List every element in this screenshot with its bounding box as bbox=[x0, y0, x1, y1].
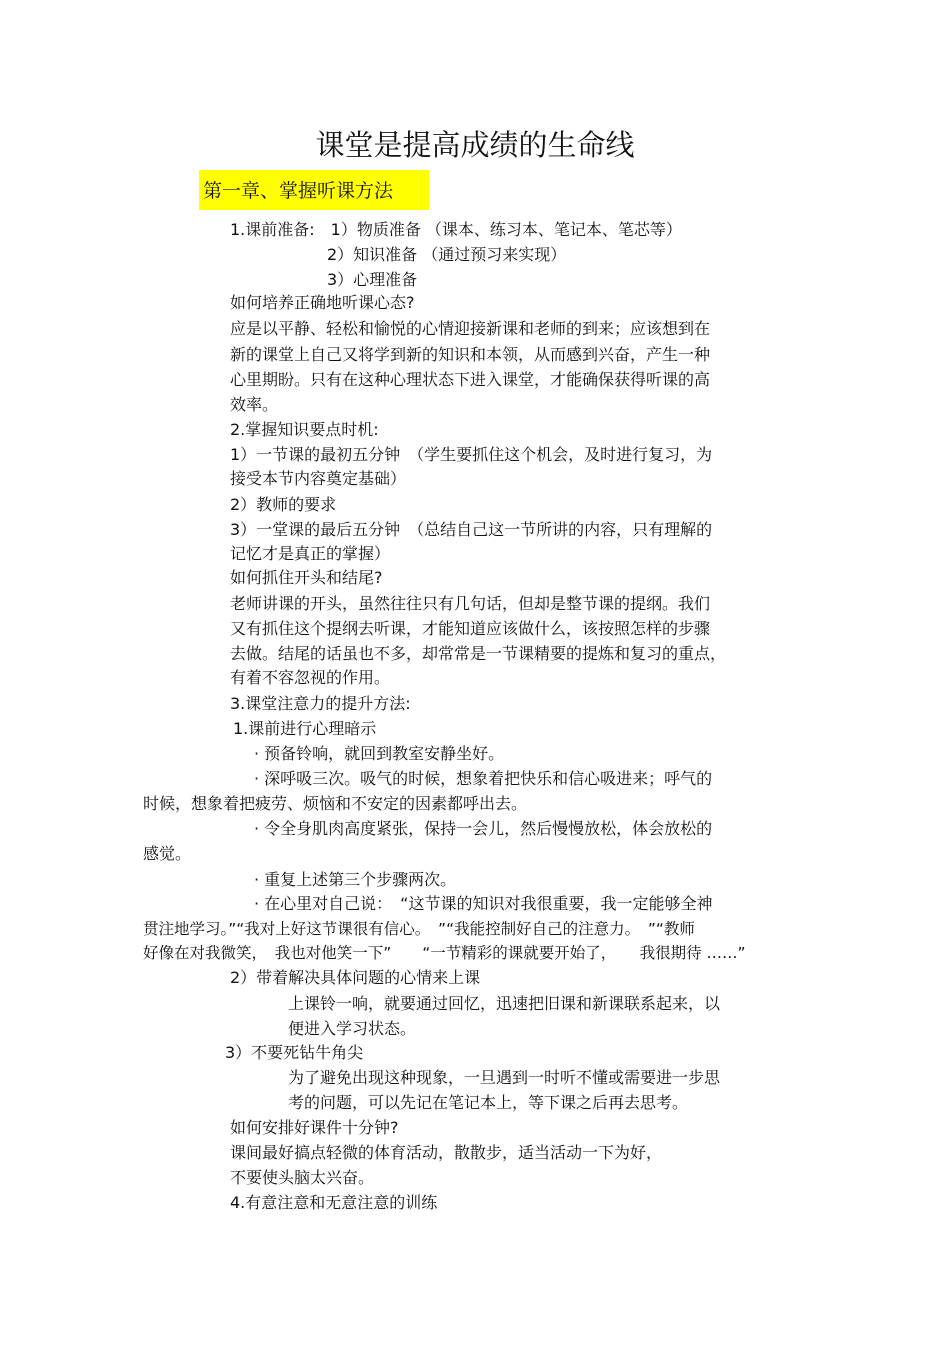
text-line: 有着不容忽视的作用。 bbox=[230, 668, 391, 687]
text-line: 新的课堂上自己又将学到新的知识和本领，从而感到兴奋，产生一种 bbox=[230, 345, 711, 364]
text-line: 应是以平静、轻松和愉悦的心情迎接新课和老师的到来；应该想到在 bbox=[230, 319, 711, 338]
text-line: 如何抓住开头和结尾? bbox=[230, 568, 383, 587]
text-line: 如何安排好课件十分钟? bbox=[230, 1118, 399, 1137]
text-line: 3）心理准备 bbox=[327, 270, 418, 289]
text-line: 感觉。 bbox=[143, 844, 192, 863]
text-line: 效率。 bbox=[230, 395, 279, 414]
bullet-line: · 令全身肌肉高度紧张，保持一会儿，然后慢慢放松，体会放松的 bbox=[254, 819, 713, 838]
text-line: 3.课堂注意力的提升方法: bbox=[230, 694, 411, 713]
text-line: 2）教师的要求 bbox=[230, 495, 337, 514]
text-line: 如何培养正确地听课心态? bbox=[230, 293, 415, 312]
text-line: 上课铃一响，就要通过回忆，迅速把旧课和新课联系起来，以 bbox=[288, 994, 721, 1013]
text-line: 时候，想象着把疲劳、烦恼和不安定的因素都呼出去。 bbox=[143, 794, 528, 813]
text-line: 老师讲课的开头，虽然往往只有几句话，但却是整节课的提纲。我们 bbox=[230, 594, 711, 613]
text-line: 1.课前准备: 1）物质准备 （课本、练习本、笔记本、笔芯等） bbox=[230, 220, 682, 239]
bullet-line: · 重复上述第三个步骤两次。 bbox=[254, 870, 457, 889]
bullet-line: · 预备铃响，就回到教室安静坐好。 bbox=[254, 744, 505, 763]
bullet-line: · 在心里对自己说： “这节课的知识对我很重要，我一定能够全神 bbox=[254, 894, 713, 913]
text-line: 又有抓住这个提纲去听课，才能知道应该做什么，该按照怎样的步骤 bbox=[230, 619, 711, 638]
text-line: 3）一堂课的最后五分钟 （总结自己这一节所讲的内容，只有理解的 bbox=[230, 520, 713, 539]
text-line: 2）带着解决具体问题的心情来上课 bbox=[230, 968, 481, 987]
bullet-line: · 深呼吸三次。吸气的时候，想象着把快乐和信心吸进来；呼气的 bbox=[254, 769, 713, 788]
text-line: 便进入学习状态。 bbox=[288, 1019, 417, 1038]
text-line: 好像在对我微笑， 我也对他笑一下” “一节精彩的课就要开始了， 我很期待 ……” bbox=[143, 944, 746, 962]
text-line: 接受本节内容奠定基础） bbox=[230, 469, 407, 488]
text-line: 1）一节课的最初五分钟 （学生要抓住这个机会，及时进行复习，为 bbox=[230, 445, 713, 464]
text-line: 3）不要死钻牛角尖 bbox=[225, 1043, 364, 1062]
text-line: 考的问题，可以先记在笔记本上，等下课之后再去思考。 bbox=[288, 1093, 689, 1112]
text-line: 贯注地学习。”“我对上好这节课很有信心。 ”“我能控制好自己的注意力。 ”“教师 bbox=[143, 920, 695, 938]
text-line: 不要使头脑太兴奋。 bbox=[230, 1168, 375, 1187]
chapter-heading: 第一章、掌握听课方法 bbox=[199, 170, 429, 210]
text-line: 记忆才是真正的掌握） bbox=[230, 544, 391, 563]
text-line: 1.课前进行心理暗示 bbox=[233, 719, 377, 738]
text-line: 课间最好搞点轻微的体育活动，散散步，适当活动一下为好， bbox=[230, 1143, 663, 1162]
text-line: 2）知识准备 （通过预习来实现） bbox=[327, 245, 567, 264]
text-line: 2.掌握知识要点时机: bbox=[230, 420, 379, 439]
text-line: 4.有意注意和无意注意的训练 bbox=[230, 1193, 438, 1212]
text-line: 去做。结尾的话虽也不多，却常常是一节课精要的提炼和复习的重点， bbox=[230, 644, 727, 663]
text-line: 为了避免出现这种现象，一旦遇到一时听不懂或需要进一步思 bbox=[288, 1068, 721, 1087]
page-title: 课堂是提高成绩的生命线 bbox=[315, 128, 635, 162]
text-line: 心里期盼。只有在这种心理状态下进入课堂，才能确保获得听课的高 bbox=[230, 370, 711, 389]
